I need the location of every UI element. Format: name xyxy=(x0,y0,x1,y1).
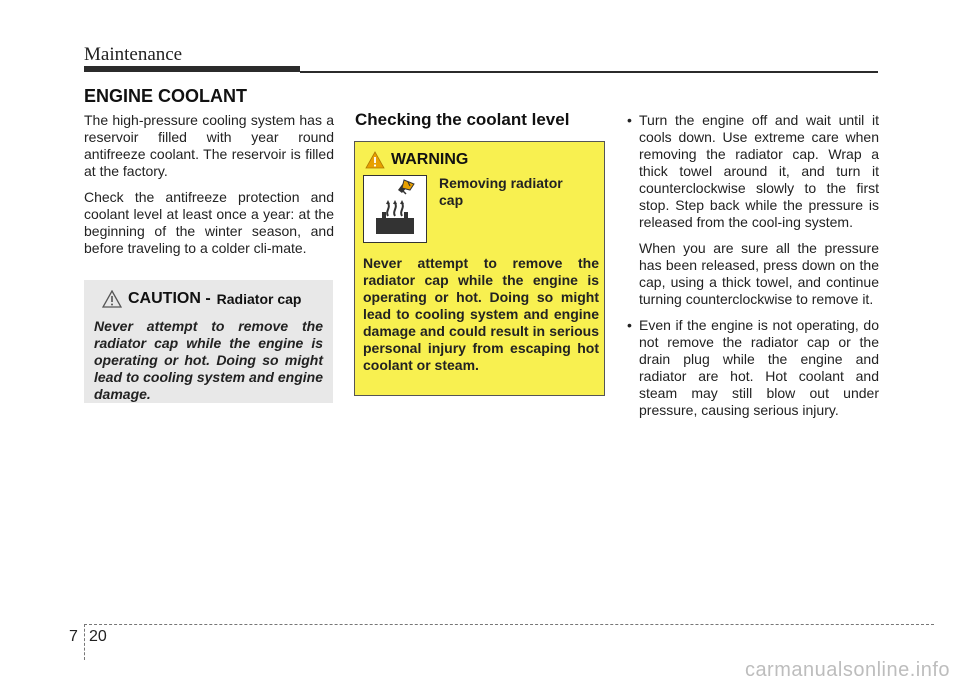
instructions-list xyxy=(623,112,879,419)
header-title: Maintenance xyxy=(84,44,183,65)
list-item xyxy=(623,317,879,419)
checking-title: Checking the coolant level xyxy=(355,110,570,129)
warning-subtitle: Removing radiator cap xyxy=(439,175,563,208)
footer-chapter-number: 7 xyxy=(69,628,78,645)
header-rule xyxy=(300,71,878,73)
footer-divider xyxy=(84,624,85,660)
list-item xyxy=(623,112,879,308)
caution-label: CAUTION - xyxy=(128,290,211,307)
caution-text: Never attempt to remove the radiator cap while the engine is operating or hot. Doing so might lead to cooling system and engine damage. xyxy=(94,318,323,402)
watermark: carmanualsonline.info xyxy=(744,659,950,681)
footer-page-number: 20 xyxy=(89,628,107,645)
warning-label: WARNING xyxy=(391,151,469,168)
caution-subject: Radiator cap xyxy=(216,291,302,307)
header-bar xyxy=(84,66,300,72)
radiator-cap-warning-icon xyxy=(363,175,427,243)
caution-triangle-icon xyxy=(102,290,122,308)
section-title: ENGINE COOLANT xyxy=(84,86,248,106)
intro-column xyxy=(84,112,334,266)
footer-rule xyxy=(84,624,934,625)
bullet-1-paragraph-2: When you are sure all the pressure has been released, press down on the cap, using a thick towel, and continue turning counterclockwise to remove it. xyxy=(639,240,879,307)
warning-text: Never attempt to remove the radiator cap while the engine is operating or hot. Doing so might lead to cooling system and engine damage and could result in serious personal injury from escaping hot coolant or steam. xyxy=(363,255,599,373)
instructions-column xyxy=(623,112,879,428)
intro-paragraph-1: The high-pressure cooling system has a reservoir filled with year round antifreeze coolant. The reservoir is filled at the factory. xyxy=(84,112,334,179)
bullet-2-paragraph-1: • Even if the engine is not operating, do not remove the radiator cap or the drain plug while the engine and radiator are hot. Hot coolant and steam may still blow out under pressure, causing serious injury. xyxy=(639,317,879,418)
caution-box xyxy=(84,280,333,403)
bullet-1-paragraph-1: • Turn the engine off and wait until it cools down. Use extreme care when removing the radiator cap. Wrap a thick towel around it, and turn it counterclockwise slowly to the first stop. Step back while the pressure is released from the cool-ing system. xyxy=(639,112,879,230)
warning-box xyxy=(354,141,605,396)
warning-header xyxy=(365,151,468,169)
caution-header xyxy=(102,290,323,308)
intro-paragraph-2: Check the antifreeze protection and coolant level at least once a year: at the beginning of the winter season, and before traveling to a colder cli-mate. xyxy=(84,189,334,256)
warning-triangle-icon xyxy=(365,151,385,169)
